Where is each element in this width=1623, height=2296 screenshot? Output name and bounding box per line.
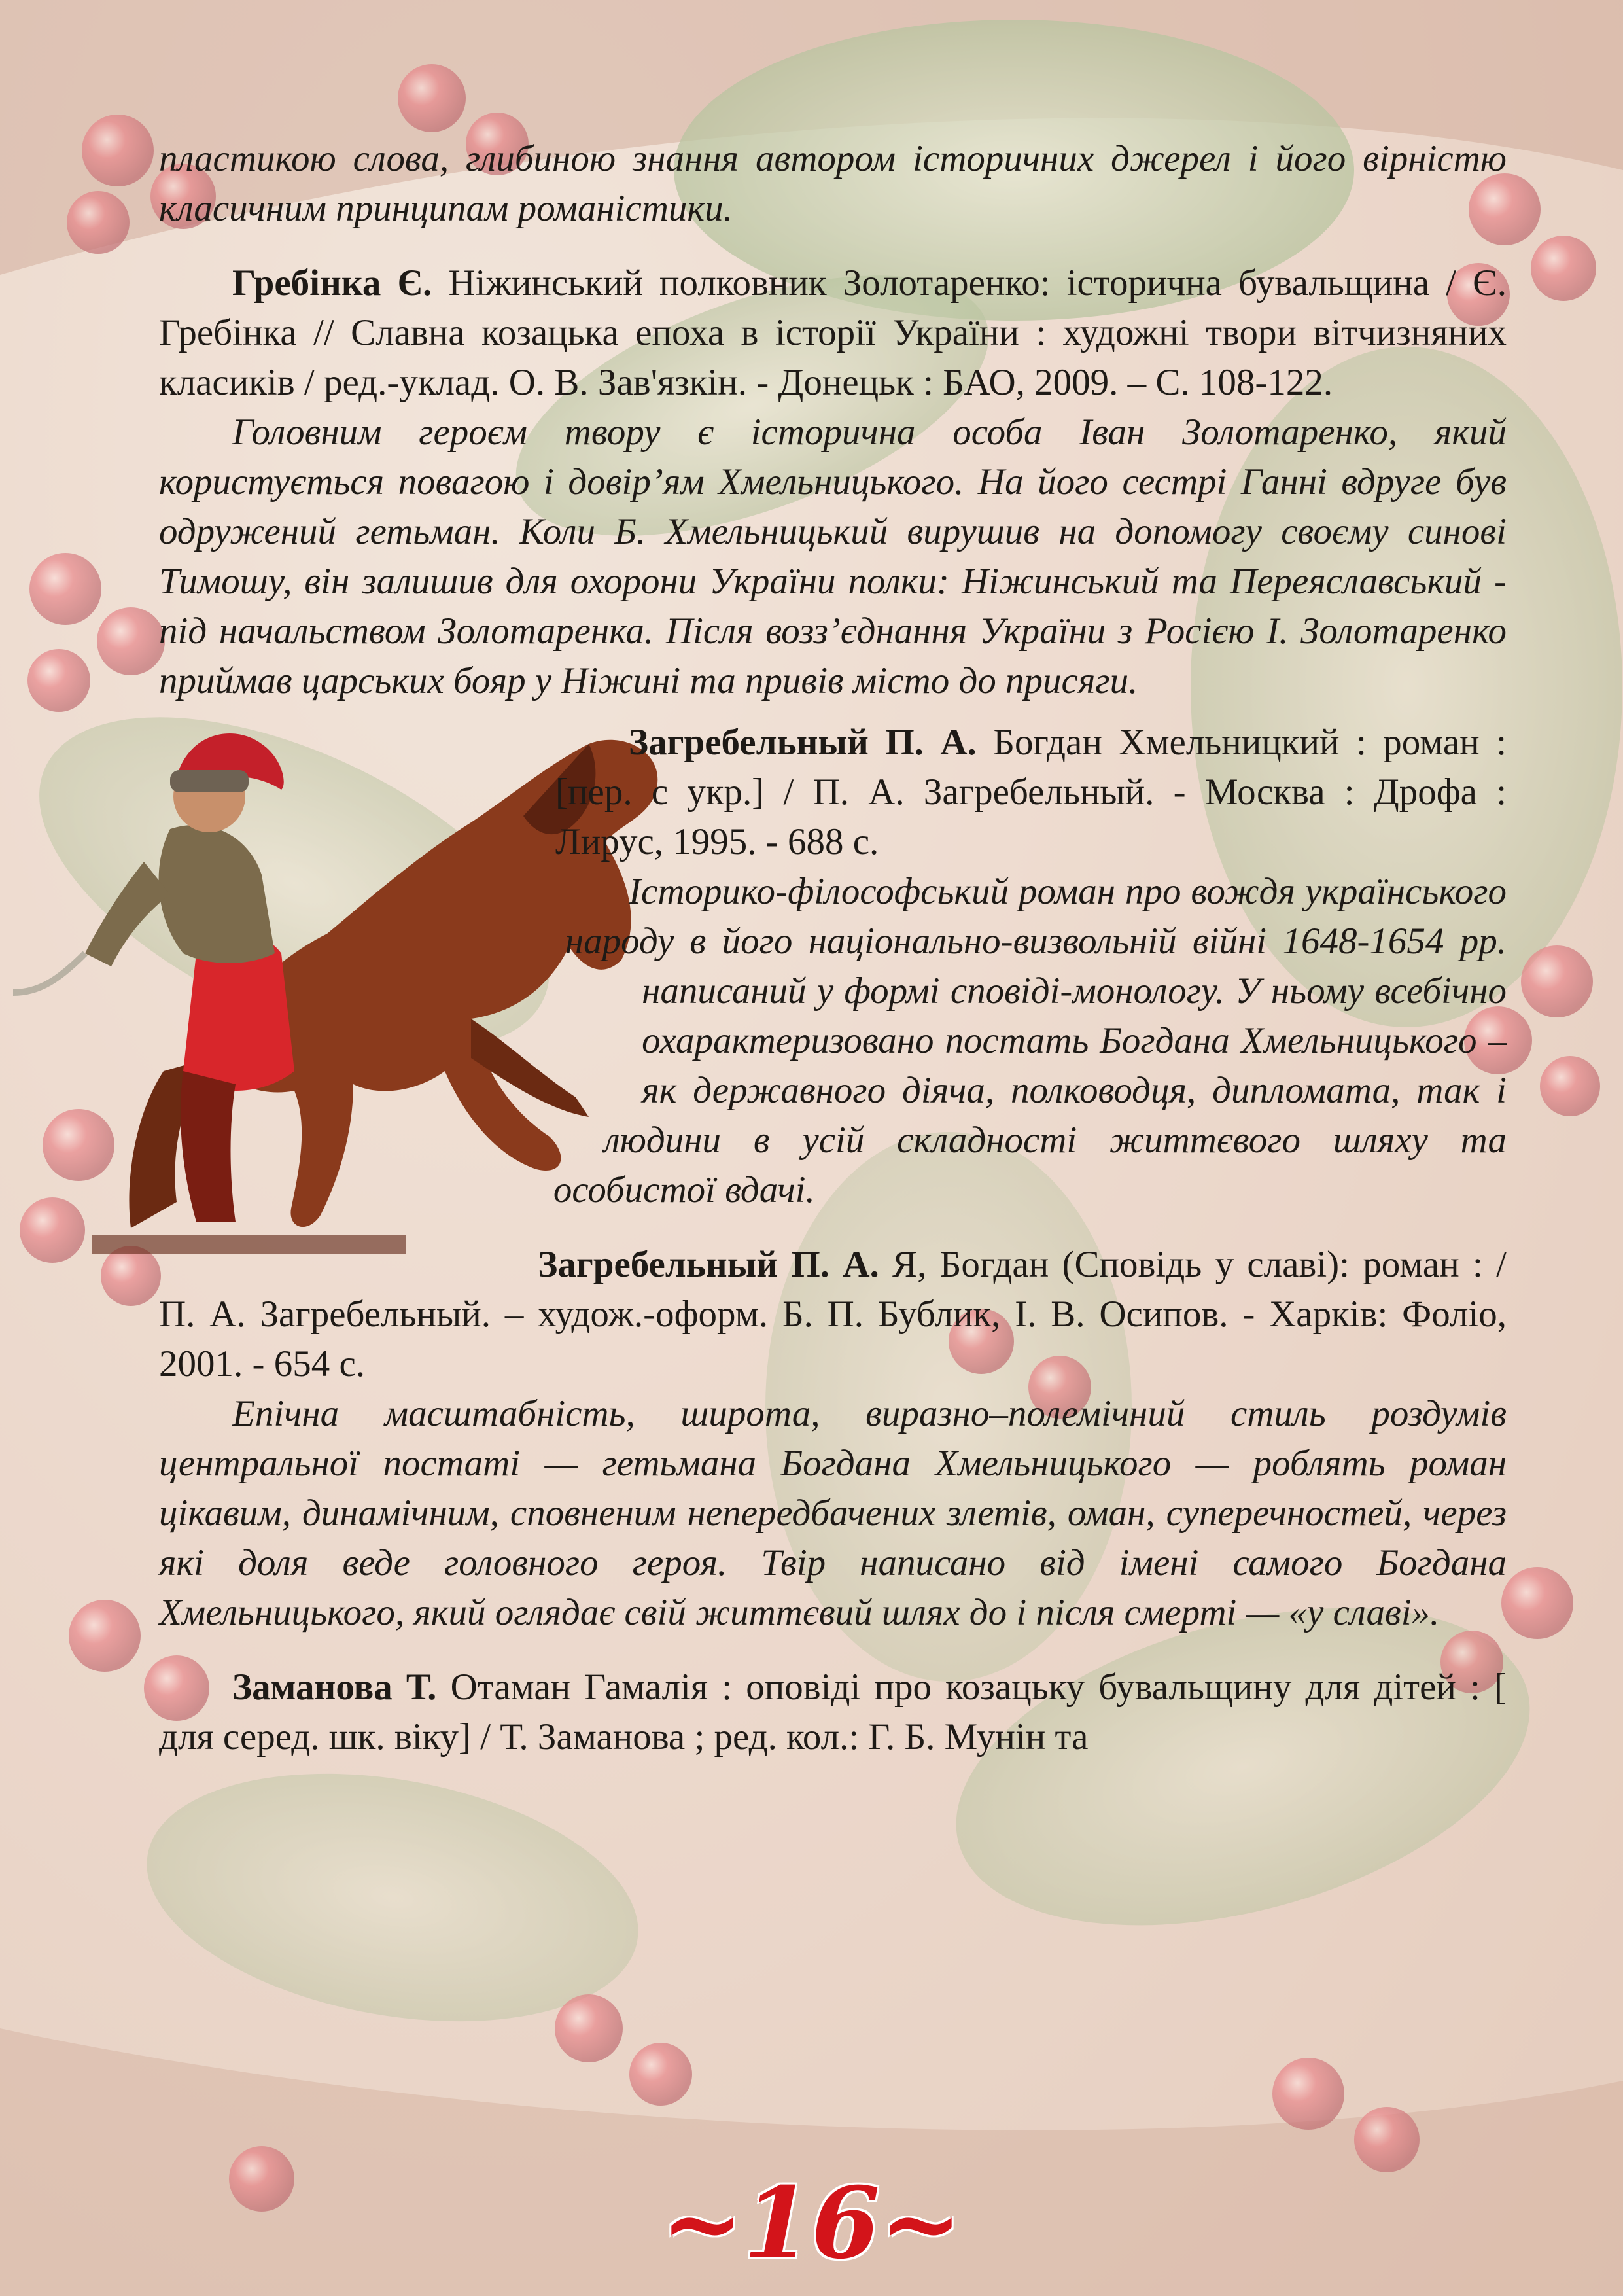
author-name: Гребінка Є.	[232, 262, 432, 304]
citation-text: Отаман Гамалія : оповіді про козацьку бувальщину для дітей : [ для серед. шк. віку] / Т. Заманова ; ред. кол.: Г. Б. Мунін та	[159, 1667, 1507, 1757]
bibliography-entry	[159, 258, 1507, 408]
author-name: Загребельный П. А.	[538, 1244, 879, 1285]
bibliography-page	[159, 134, 1507, 1762]
entry-with-illustration	[159, 718, 1507, 1215]
bibliography-entry	[159, 1663, 1507, 1762]
author-name: Заманова Т.	[232, 1667, 437, 1708]
bibliography-entry	[159, 1240, 1507, 1389]
citation-text: Ніжинський полковник Золотаренко: історична бувальщина / Є. Гребінка // Славна козацька епоха в історії України : художні твори вітчизняних класиків / ред.-уклад. О. В. Зав'язкін. - Донецьк : БАО, 2009. – С. 108-122.	[159, 262, 1507, 403]
annotation-text: Історико-філософський роман про вождя українського народу в його національно-визвольній війні 1648-1654 рр. написаний у формі сповіді-монологу. У ньому всебічно охарактеризовано постать Богдана Хмельницького – як державного діяча, полководця, дипломата, так і людини в усій складності життєвого шляху та особистої вдачі.	[553, 871, 1507, 1210]
citation-text: Я, Богдан (Сповідь у славі): роман : / П. А. Загребельный. – худож.-оформ. Б. П. Бублик, І. В. Осипов. - Харків: Фоліо, 2001. - 654 с.	[159, 1244, 1507, 1385]
page-number: ~16~	[661, 2166, 962, 2281]
annotation-text: Головним героєм твору є історична особа Іван Золотаренко, який користується повагою і довір’ям Хмельницького. На його сестрі Ганні вдруге був одружений гетьман. Коли Б. Хмельницький вирушив на допомогу своєму синові Тимошу, він залишив для охорони України полки: Ніжинський та Переяславський - під начальством Золотаренка. Після возз’єднання України з Росією І. Золотаренко приймав царських бояр у Ніжині та привів місто до присяги.	[159, 412, 1507, 701]
annotation-text: Епічна масштабність, широта, виразно–полемічний стиль роздумів центральної постаті — гетьмана Богдана Хмельницького — роблять роман цікавим, динамічним, сповненим непередбачених злетів, оман, суперечностей, через які доля веде головного героя. Твір написано від імені самого Богдана Хмельницького, який оглядає свій життєвий шлях до і після смерті — «у славі».	[159, 1393, 1507, 1633]
annotation-text: пластикою слова, глибиною знання автором історичних джерел і його вірністю класичним принципам романістики.	[159, 138, 1507, 229]
citation-text: Богдан Хмельницкий : роман : [пер. с укр.] / П. А. Загребельный. - Москва : Дрофа : Лирус, 1995. - 688 с.	[555, 722, 1507, 862]
author-name: Загребельный П. А.	[629, 722, 977, 763]
